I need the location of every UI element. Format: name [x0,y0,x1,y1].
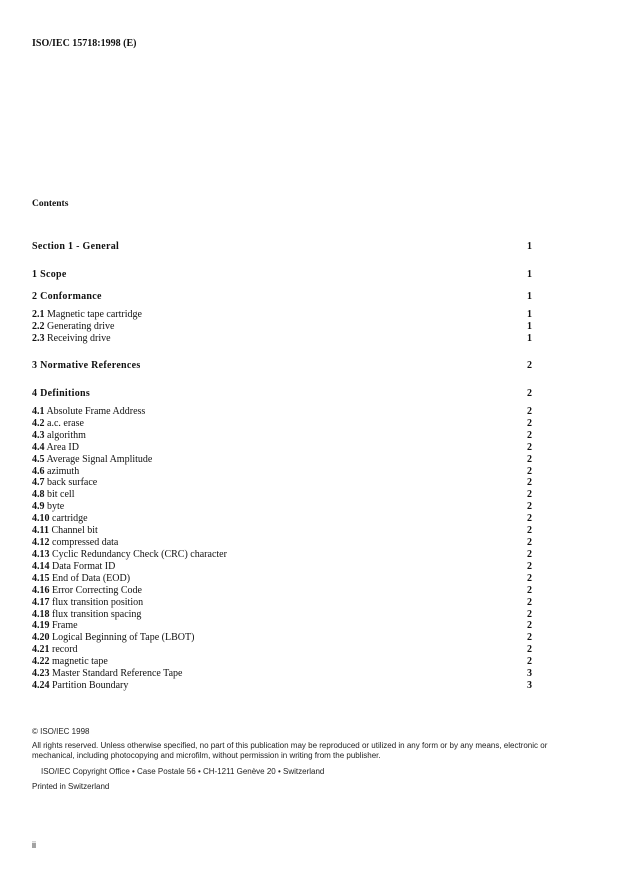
toc-entry[interactable] [32,632,536,644]
toc-entry-label: Error Correcting Code [49,585,142,596]
toc-entry[interactable] [32,477,536,489]
toc-entry-number: 4.22 [32,656,50,667]
toc-entry[interactable] [32,668,536,680]
toc-entry[interactable] [32,537,536,549]
toc-entry-label: Data Format ID [49,561,116,572]
toc-entry[interactable] [32,241,536,253]
toc-entry-label: Receiving drive [44,333,111,344]
toc-entry-page: 2 [527,501,532,512]
toc-entry[interactable] [32,489,536,501]
printed-location: Printed in Switzerland [32,782,110,791]
toc-entry-page: 1 [527,241,532,252]
toc-entry-label: Section 1 - General [32,241,120,252]
toc-entry-number: 4.3 [32,430,45,441]
copyright-office-address: ISO/IEC Copyright Office • Case Postale 56 • CH-1211 Genève 20 • Switzerland [41,767,325,776]
toc-entry[interactable] [32,620,536,632]
toc-entry-number: 4.12 [32,537,50,548]
rights-statement: All rights reserved. Unless otherwise specified, no part of this publication may be reproduced or utilized in any form or by any means, electronic or mechanical, including photocopying and microfilm, without permission in writing from the publisher. [32,741,548,760]
toc-entry-page: 1 [527,333,532,344]
toc-entry[interactable] [32,454,536,466]
toc-entry-label: End of Data (EOD) [49,573,131,584]
toc-entry-label: Area ID [44,442,79,453]
toc-entry-page: 2 [527,442,532,453]
toc-entry-label: Absolute Frame Address [44,406,146,417]
document-header: ISO/IEC 15718:1998 (E) [32,38,137,49]
toc-entry-page: 2 [527,466,532,477]
toc-entry-label: algorithm [44,430,86,441]
toc-entry-page: 2 [527,477,532,488]
toc-entry[interactable] [32,549,536,561]
toc-entry-number: 2.2 [32,321,45,332]
toc-entry-label: Channel bit [48,525,98,536]
toc-entry-page: 2 [527,388,532,399]
toc-entry-number: 4.1 [32,406,45,417]
toc-entry[interactable] [32,501,536,513]
contents-title: Contents [32,199,69,209]
toc-entry-page: 1 [527,309,532,320]
toc-entry-page: 1 [527,269,532,280]
toc-entry-number: 4.23 [32,668,50,679]
toc-entry-label: Magnetic tape cartridge [44,309,142,320]
toc-entry-page: 3 [527,668,532,679]
toc-entry-number: 4.2 [32,418,45,429]
toc-entry-page: 3 [527,680,532,691]
toc-entry[interactable] [32,360,536,372]
toc-entry-page: 2 [527,525,532,536]
toc-entry[interactable] [32,269,536,281]
toc-entry-page: 2 [527,537,532,548]
toc-entry-label: Partition Boundary [49,680,129,691]
toc-entry-number: 4.15 [32,573,50,584]
toc-entry-label: back surface [44,477,98,488]
toc-entry-label: Frame [49,620,78,631]
toc-entry-number: 4.5 [32,454,45,465]
toc-entry-page: 2 [527,406,532,417]
toc-entry-label: Logical Beginning of Tape (LBOT) [49,632,195,643]
toc-entry-number: 4.24 [32,680,50,691]
toc-entry-page: 2 [527,513,532,524]
toc-entry-page: 1 [527,291,532,302]
toc-entry[interactable] [32,680,536,692]
toc-entry-number: 4.9 [32,501,45,512]
toc-entry-number: 4.19 [32,620,50,631]
toc-entry[interactable] [32,597,536,609]
toc-entry[interactable] [32,513,536,525]
toc-entry-label: magnetic tape [49,656,108,667]
toc-entry-number: 4.11 [32,525,49,536]
toc-entry-page: 1 [527,321,532,332]
toc-entry-number: 4.20 [32,632,50,643]
toc-entry-label: cartridge [49,513,88,524]
toc-entry-label: Cyclic Redundancy Check (CRC) character [49,549,227,560]
toc-entry-number: 4.16 [32,585,50,596]
toc-entry[interactable] [32,656,536,668]
copyright-notice: © ISO/IEC 1998 [32,727,90,736]
toc-entry-label: Average Signal Amplitude [44,454,153,465]
toc-entry-page: 2 [527,549,532,560]
toc-entry-number: 4.4 [32,442,45,453]
toc-entry[interactable] [32,406,536,418]
toc-entry-label: compressed data [49,537,119,548]
toc-entry-label: a.c. erase [44,418,84,429]
toc-entry-number: 4.14 [32,561,50,572]
toc-entry[interactable] [32,333,536,345]
toc-entry-label: Generating drive [44,321,115,332]
toc-entry-label: 1 Scope [32,269,67,280]
toc-entry[interactable] [32,388,536,400]
toc-entry-number: 4.13 [32,549,50,560]
toc-entry[interactable] [32,291,536,303]
toc-entry[interactable] [32,561,536,573]
toc-entry-page: 2 [527,620,532,631]
toc-entry-page: 2 [527,430,532,441]
toc-entry-number: 4.10 [32,513,50,524]
toc-entry-number: 4.8 [32,489,45,500]
toc-entry-label: Master Standard Reference Tape [49,668,183,679]
toc-entry-label: flux transition position [49,597,144,608]
toc-entry[interactable] [32,525,536,537]
toc-entry-page: 2 [527,585,532,596]
toc-entry-number: 4.17 [32,597,50,608]
toc-entry-page: 2 [527,360,532,371]
toc-entry-page: 2 [527,418,532,429]
toc-entry[interactable] [32,573,536,585]
toc-entry[interactable] [32,309,536,321]
toc-entry-page: 2 [527,489,532,500]
toc-entry-label: 3 Normative References [32,360,141,371]
toc-entry-page: 2 [527,656,532,667]
toc-entry-page: 2 [527,573,532,584]
toc-entry-number: 4.7 [32,477,45,488]
toc-entry-page: 2 [527,597,532,608]
toc-entry[interactable] [32,644,536,656]
toc-entry-label: 2 Conformance [32,291,102,302]
toc-entry[interactable] [32,321,536,333]
toc-entry-number: 4.6 [32,466,45,477]
toc-entry[interactable] [32,442,536,454]
page-number: ii [32,840,36,850]
toc-entry-number: 4.21 [32,644,50,655]
toc-entry-number: 2.1 [32,309,45,320]
toc-entry-number: 2.3 [32,333,45,344]
toc-entry-label: azimuth [44,466,80,477]
toc-entry-label: record [49,644,78,655]
toc-entry-page: 2 [527,644,532,655]
toc-entry-label: 4 Definitions [32,388,91,399]
toc-entry[interactable] [32,585,536,597]
toc-entry[interactable] [32,430,536,442]
toc-entry-number: 4.18 [32,609,50,620]
toc-entry-page: 2 [527,632,532,643]
toc-entry-page: 2 [527,561,532,572]
toc-entry-label: flux transition spacing [49,609,142,620]
toc-entry-page: 2 [527,609,532,620]
toc-entry-page: 2 [527,454,532,465]
toc-entry-label: byte [44,501,65,512]
toc-entry-label: bit cell [44,489,75,500]
toc-entry[interactable] [32,418,536,430]
